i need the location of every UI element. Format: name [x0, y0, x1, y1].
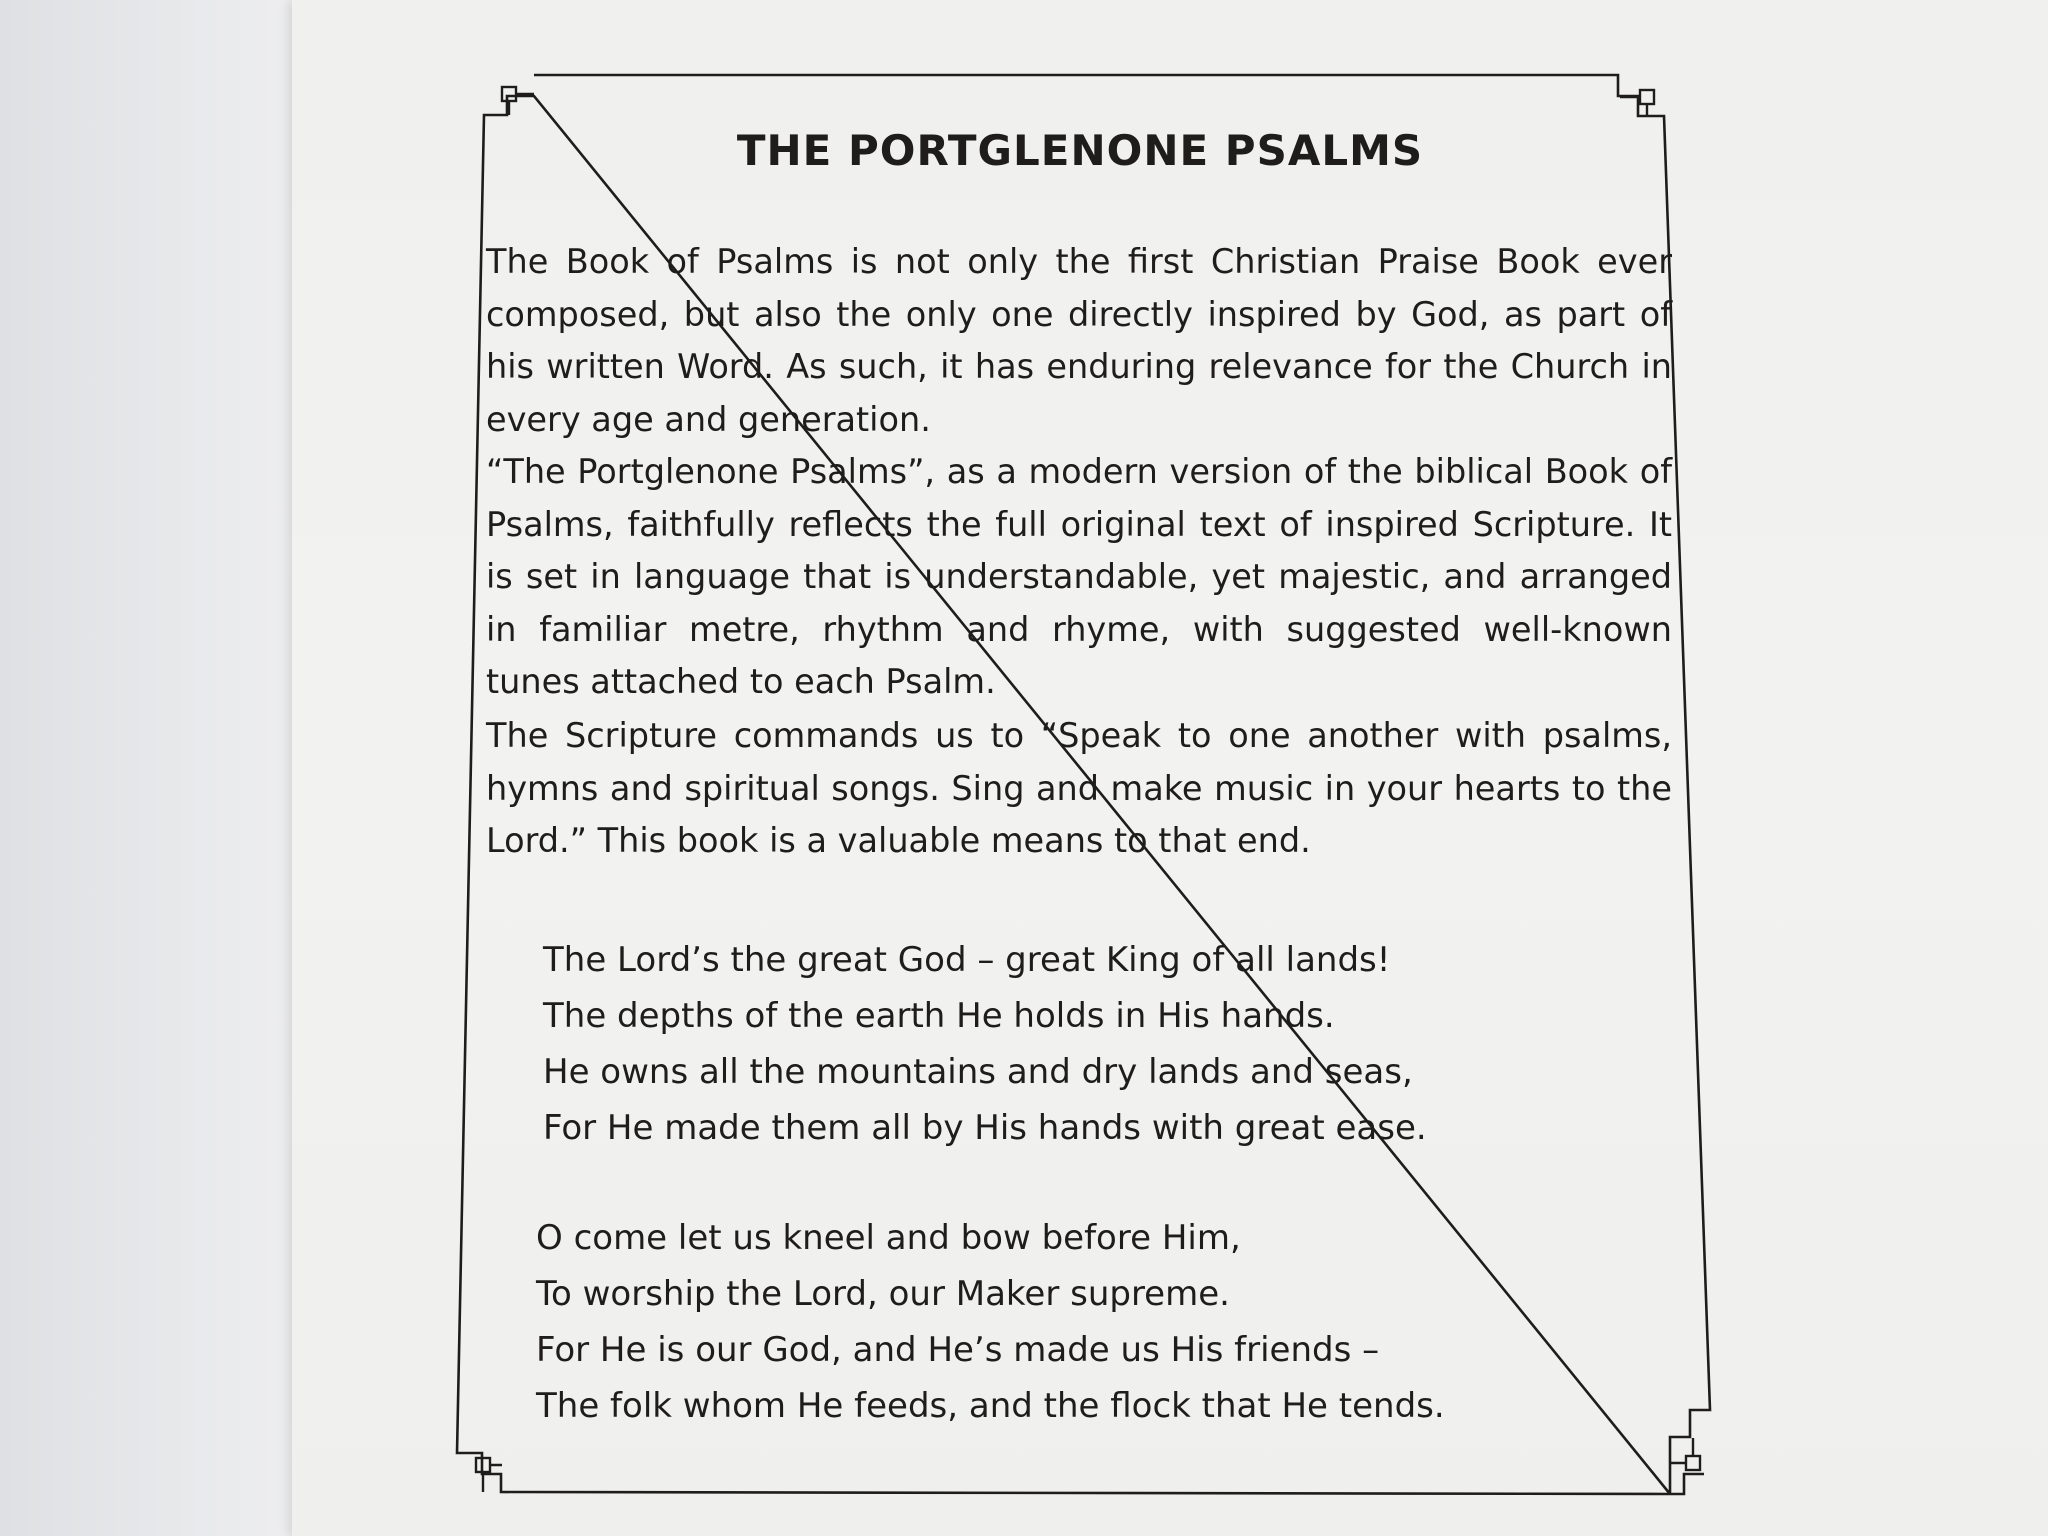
intro-paragraph: The Book of Psalms is not only the first Christian Praise Book ever composed, but also the only one directly inspired by God, as part of his written Word. As such, it has enduring relevance for the Church in every age and generation.	[486, 242, 1672, 439]
description-paragraph: “The Portglenone Psalms”, as a modern version of the biblical Book of Psalms, faithfully reflects the full original text of inspired Scripture. It is set in language that is understandable, yet majestic, and arranged in familiar metre, rhythm and rhyme, with suggested well-known tunes attached to each Psalm.	[486, 452, 1672, 702]
verse-line: He owns all the mountains and dry lands and seas,	[543, 1052, 1413, 1092]
scripture-paragraph: The Scripture commands us to “Speak to one another with psalms, hymns and spiritual songs. Sing and make music in your hearts to the Lord.” This book is a valuable means to that end.	[486, 716, 1672, 861]
verse-line: The Lord’s the great God – great King of all lands!	[543, 940, 1391, 980]
verse-line: To worship the Lord, our Maker supreme.	[536, 1274, 1230, 1314]
verse-line: The folk whom He feeds, and the flock that He tends.	[536, 1386, 1445, 1426]
page-title: THE PORTGLENONE PSALMS	[736, 126, 1424, 175]
corner-ornament-bottom-right	[1670, 1438, 1700, 1470]
verse-line: O come let us kneel and bow before Him,	[536, 1218, 1241, 1258]
psalm-verse	[536, 1210, 1445, 1434]
verse-line: The depths of the earth He holds in His hands.	[543, 996, 1335, 1036]
psalm-verse	[543, 932, 1427, 1156]
verse-line: For He made them all by His hands with great ease.	[543, 1108, 1427, 1148]
verse-line: For He is our God, and He’s made us His friends –	[536, 1330, 1380, 1370]
